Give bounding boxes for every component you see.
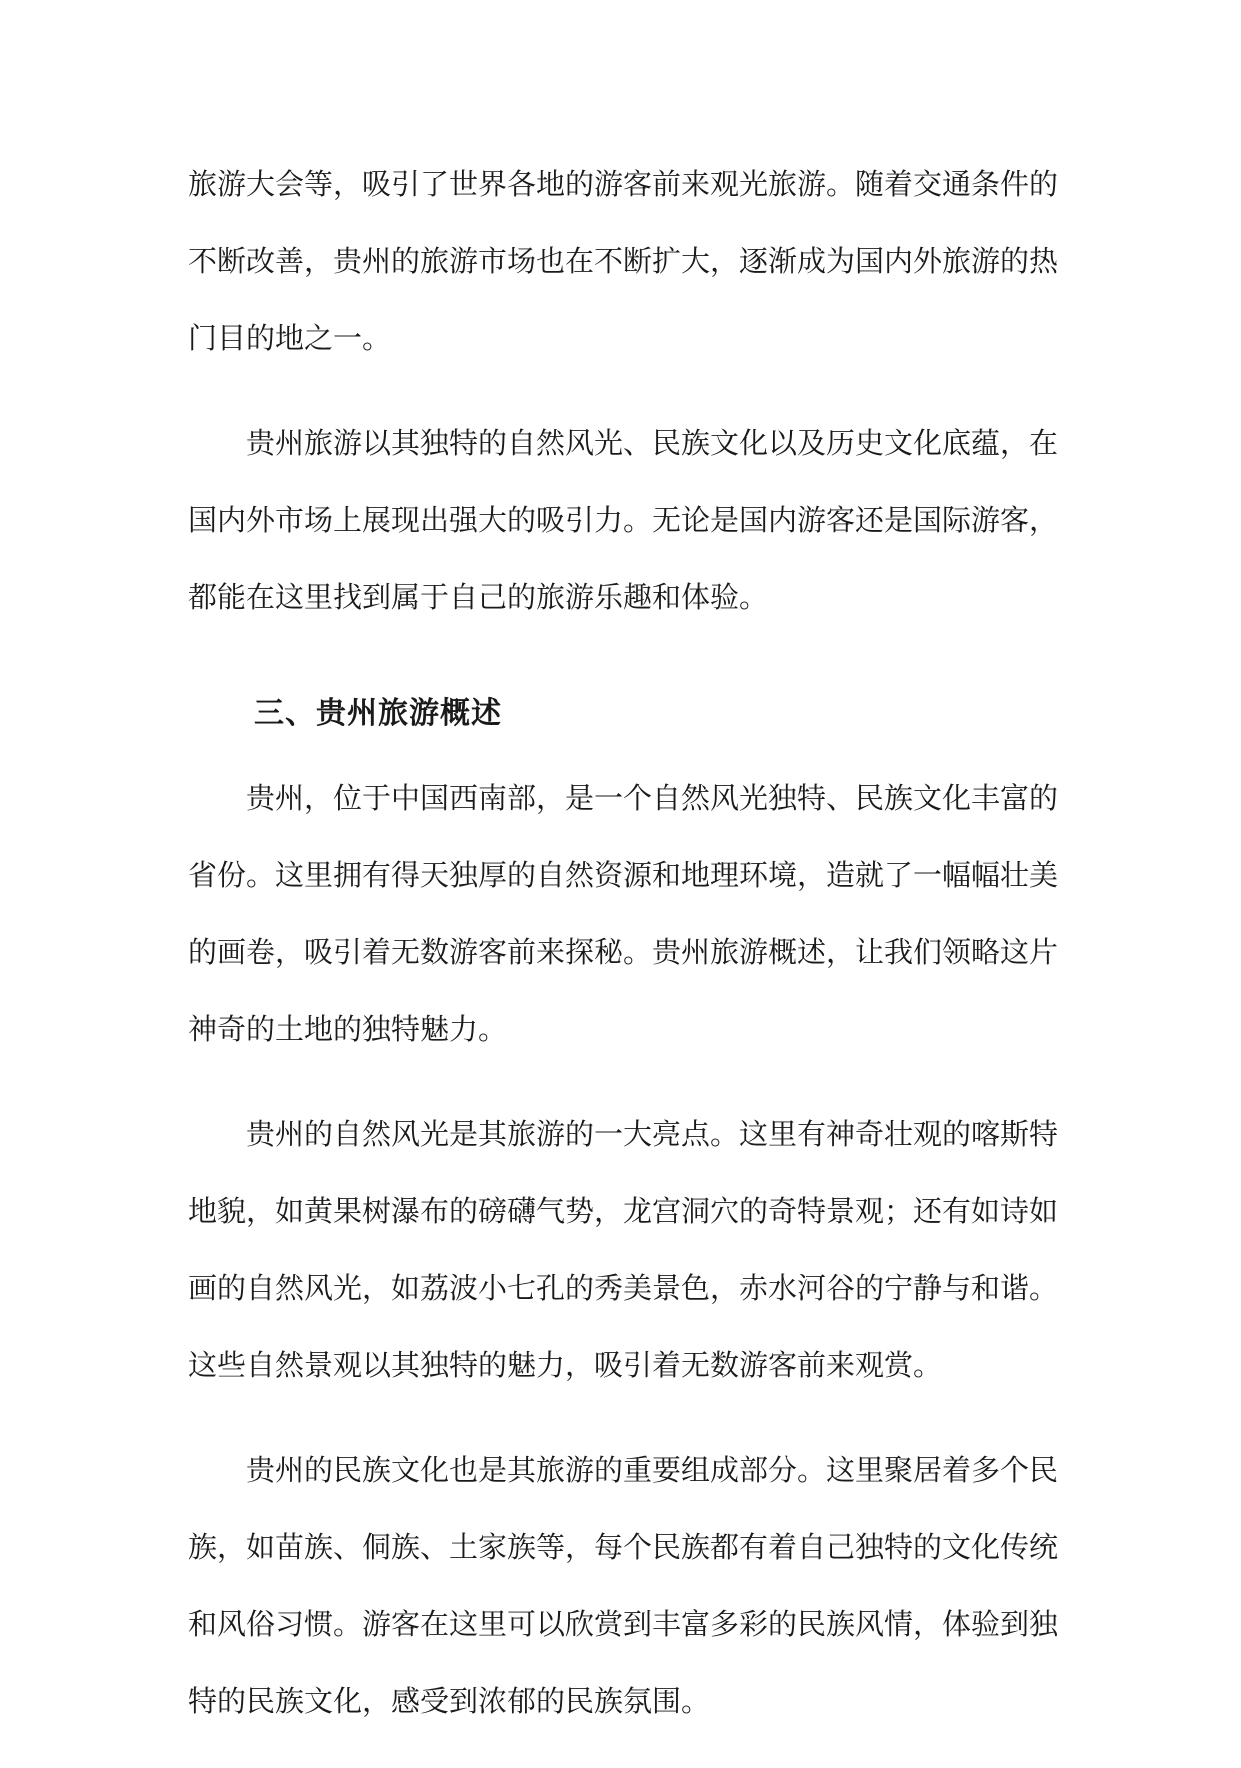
paragraph: 贵州的民族文化也是其旅游的重要组成部分。这里聚居着多个民族，如苗族、侗族、土家族等，每个民族都有着自己独特的文化传统和风俗习惯。游客在这里可以欣赏到丰富多彩的民族风情，体验到独特的民族文化，感受到浓郁的民族氛围。 <box>188 1453 1059 1718</box>
document-body <box>188 146 1058 1768</box>
section-heading: 三、贵州旅游概述 <box>254 696 502 731</box>
paragraph-continued: 旅游大会等，吸引了世界各地的游客前来观光旅游。随着交通条件的不断改善，贵州的旅游市场也在不断扩大，逐渐成为国内外旅游的热门目的地之一。 <box>188 167 1059 355</box>
paragraph: 贵州，位于中国西南部，是一个自然风光独特、民族文化丰富的省份。这里拥有得天独厚的自然资源和地理环境，造就了一幅幅壮美的画卷，吸引着无数游客前来探秘。贵州旅游概述，让我们领略这片神奇的土地的独特魅力。 <box>188 781 1059 1046</box>
paragraph: 贵州旅游以其独特的自然风光、民族文化以及历史文化底蕴，在国内外市场上展现出强大的吸引力。无论是国内游客还是国际游客，都能在这里找到属于自己的旅游乐趣和体验。 <box>188 426 1059 614</box>
paragraph: 贵州的自然风光是其旅游的一大亮点。这里有神奇壮观的喀斯特地貌，如黄果树瀑布的磅礴气势，龙宫洞穴的奇特景观；还有如诗如画的自然风光，如荔波小七孔的秀美景色，赤水河谷的宁静与和谐。这些自然景观以其独特的魅力，吸引着无数游客前来观赏。 <box>188 1117 1059 1382</box>
